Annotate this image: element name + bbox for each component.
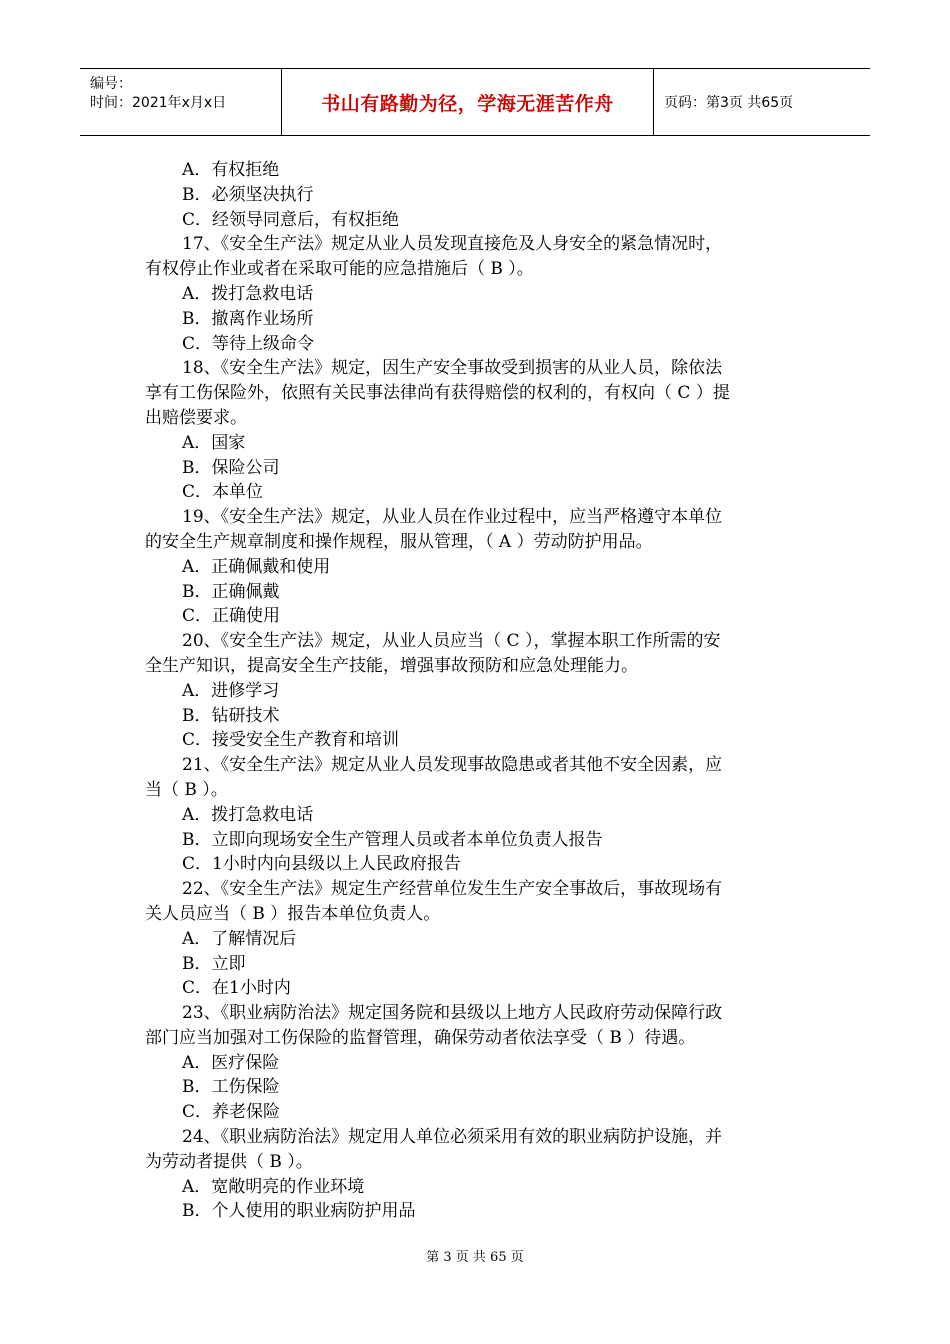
- text-line: B．立即向现场安全生产管理人员或者本单位负责人报告: [182, 829, 603, 850]
- text-line: 21、《安全生产法》规定从业人员发现事故隐患或者其他不安全因素，应: [182, 755, 723, 776]
- text-line: A．拨打急救电话: [182, 283, 314, 304]
- text-line: 有权停止作业或者在采取可能的应急措施后（ B ）。: [145, 259, 534, 280]
- header-page-info: 页码：第3页 共65页: [664, 95, 794, 111]
- text-line: 18、《安全生产法》规定，因生产安全事故受到损害的从业人员，除依法: [182, 358, 723, 379]
- text-line: A．宽敞明亮的作业环境: [182, 1176, 365, 1197]
- text-line: 22、《安全生产法》规定生产经营单位发生生产安全事故后，事故现场有: [182, 879, 723, 900]
- text-line: B．立即: [182, 953, 246, 974]
- text-line: 23、《职业病防治法》规定国务院和县级以上地方人民政府劳动保障行政: [182, 1003, 723, 1024]
- text-line: 享有工伤保险外，依照有关民事法律尚有获得赔偿的权利的，有权向（ C ）提: [145, 383, 730, 404]
- text-line: C．等待上级命令: [182, 333, 315, 354]
- text-line: C．在1小时内: [182, 978, 291, 999]
- text-line: A．拨打急救电话: [182, 804, 314, 825]
- text-line: B．钻研技术: [182, 705, 280, 726]
- time-label: 时间：2021年x月x日: [90, 95, 227, 111]
- text-line: 17、《安全生产法》规定从业人员发现直接危及人身安全的紧急情况时，: [182, 234, 723, 255]
- text-line: C．养老保险: [182, 1102, 281, 1123]
- text-line: B．工伤保险: [182, 1077, 280, 1098]
- text-line: 部门应当加强对工伤保险的监督管理，确保劳动者依法享受（ B ）待遇。: [145, 1027, 696, 1048]
- number-label: 编号：: [90, 76, 132, 92]
- text-line: 的安全生产规章制度和操作规程，服从管理，（ A ）劳动防护用品。: [145, 531, 653, 552]
- text-line: C．接受安全生产教育和培训: [182, 730, 400, 751]
- text-line: A．正确佩戴和使用: [182, 556, 331, 577]
- text-line: A．了解情况后: [182, 928, 297, 949]
- text-line: 为劳动者提供（ B ）。: [145, 1151, 313, 1172]
- text-line: B．保险公司: [182, 457, 280, 478]
- text-line: A．国家: [182, 432, 246, 453]
- text-line: 19、《安全生产法》规定，从业人员在作业过程中，应当严格遵守本单位: [182, 507, 723, 528]
- text-line: A．进修学习: [182, 680, 280, 701]
- text-line: A．有权拒绝: [182, 160, 280, 180]
- text-line: B．必须坚决执行: [182, 184, 314, 205]
- text-line: 关人员应当（ B ）报告本单位负责人。: [145, 903, 441, 924]
- header-slogan: 书山有路勤为径，学海无涯苦作舟: [321, 92, 614, 115]
- header-slogan-cell: [282, 69, 654, 135]
- text-line: C．正确使用: [182, 606, 281, 627]
- text-line: 24、《职业病防治法》规定用人单位必须采用有效的职业病防护设施，并: [182, 1127, 723, 1148]
- text-line: B．正确佩戴: [182, 581, 280, 602]
- text-line: B．撤离作业场所: [182, 308, 314, 329]
- text-line: B．个人使用的职业病防护用品: [182, 1201, 416, 1222]
- document-body: [145, 158, 810, 1224]
- text-line: 当（ B ）。: [145, 779, 228, 800]
- page-header: [80, 68, 870, 136]
- text-line: A．医疗保险: [182, 1052, 280, 1073]
- text-line: 全生产知识，提高安全生产技能，增强事故预防和应急处理能力。: [145, 655, 638, 676]
- text-line: C．本单位: [182, 482, 264, 503]
- text-line: 出赔偿要求。: [145, 407, 247, 428]
- text-line: C．1小时内向县级以上人民政府报告: [182, 854, 461, 875]
- page-footer: 第 3 页 共 65 页: [426, 1250, 524, 1265]
- text-line: C．经领导同意后，有权拒绝: [182, 209, 400, 230]
- text-line: 20、《安全生产法》规定，从业人员应当（ C ），掌握本职工作所需的安: [182, 631, 721, 652]
- header-meta: [80, 69, 282, 135]
